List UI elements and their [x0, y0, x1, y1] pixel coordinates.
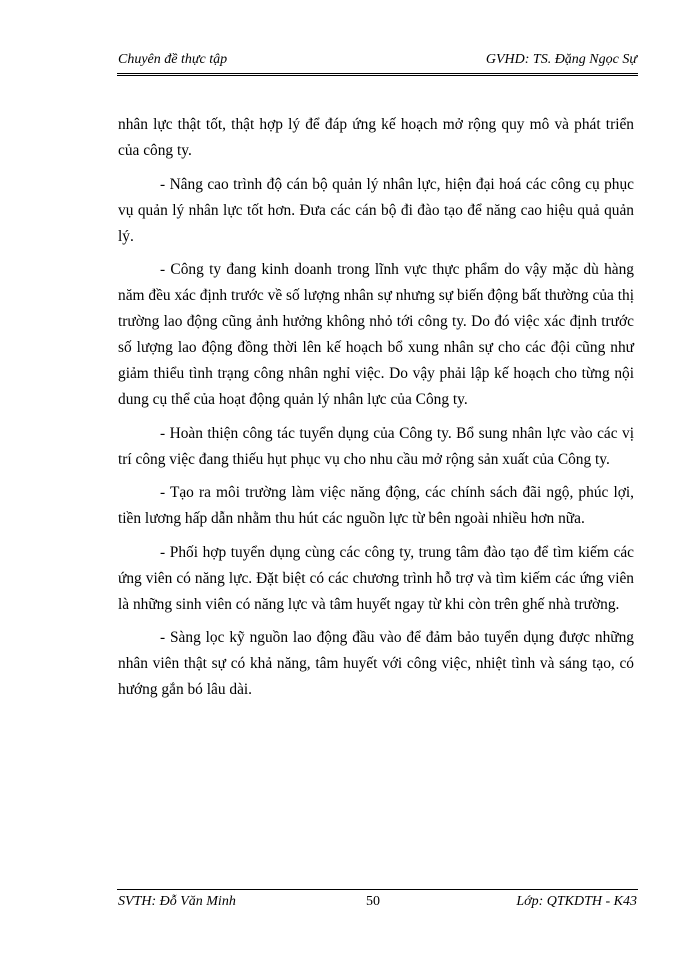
document-body [118, 112, 634, 711]
paragraph-item: - Nâng cao trình độ cán bộ quản lý nhân lực, hiện đại hoá các công cụ phục vụ quản lý nhân lực tốt hơn. Đưa các cán bộ đi đào tạo để năng cao hiệu quả quản lý. [118, 175, 634, 245]
header-supervisor: GVHD: TS. Đặng Ngọc Sự [485, 52, 637, 67]
footer-student: SVTH: Đỗ Văn Minh [118, 894, 236, 909]
header-title: Chuyên đề thực tập [118, 52, 228, 67]
paragraph-item: - Tạo ra môi trường làm việc năng động, các chính sách đãi ngộ, phúc lợi, tiền lương hấp dẫn nhằm thu hút các nguồn lực từ bên ngoài nhiều hơn nữa. [118, 484, 634, 527]
footer-class: Lớp: QTKDTH - K43 [516, 894, 637, 909]
header-rule [117, 73, 638, 74]
paragraph-item: - Sàng lọc kỹ nguồn lao động đầu vào để đảm bảo tuyển dụng được những nhân viên thật sự có khả năng, tâm huyết với công việc, nhiệt tình và sáng tạo, có hướng gắn bó lâu dài. [118, 629, 634, 698]
footer-rule [117, 889, 638, 890]
paragraph-item: - Công ty đang kinh doanh trong lĩnh vực thực phẩm do vậy mặc dù hàng năm đều xác định trước về số lượng nhân sự nhưng sự biến động bất thường của thị trường lao động cũng ảnh hưởng không nhỏ tới công ty. Do đó việc xác định trước số lượng lao động đồng thời lên kế hoạch bổ xung nhân sự cho các đội cũng như giảm thiểu tình trạng công nhân nghỉ việc. Do vậy phải lập kế hoạch cho từng nội dung cụ thể của hoạt động quản lý nhân lực của Công ty. [118, 261, 634, 408]
header-rule-second [117, 75, 638, 76]
page-header [118, 52, 637, 72]
paragraph-item: - Phối hợp tuyển dụng cùng các công ty, trung tâm đào tạo để tìm kiếm các ứng viên có năng lực. Đặt biệt có các chương trình hỗ trợ và tìm kiếm các ứng viên là những sinh viên có năng lực và tâm huyết ngay từ khi còn trên ghế nhà trường. [118, 543, 634, 613]
paragraph-item: - Hoàn thiện công tác tuyển dụng của Công ty. Bổ sung nhân lực vào các vị trí công việc đang thiếu hụt phục vụ cho nhu cầu mở rộng sản xuất của Công ty. [118, 424, 634, 468]
page-footer [118, 894, 637, 914]
paragraph-continuation: nhân lực thật tốt, thật hợp lý để đáp ứng kế hoạch mở rộng quy mô và phát triển của công ty. [118, 116, 634, 159]
page-number: 50 [366, 894, 380, 909]
